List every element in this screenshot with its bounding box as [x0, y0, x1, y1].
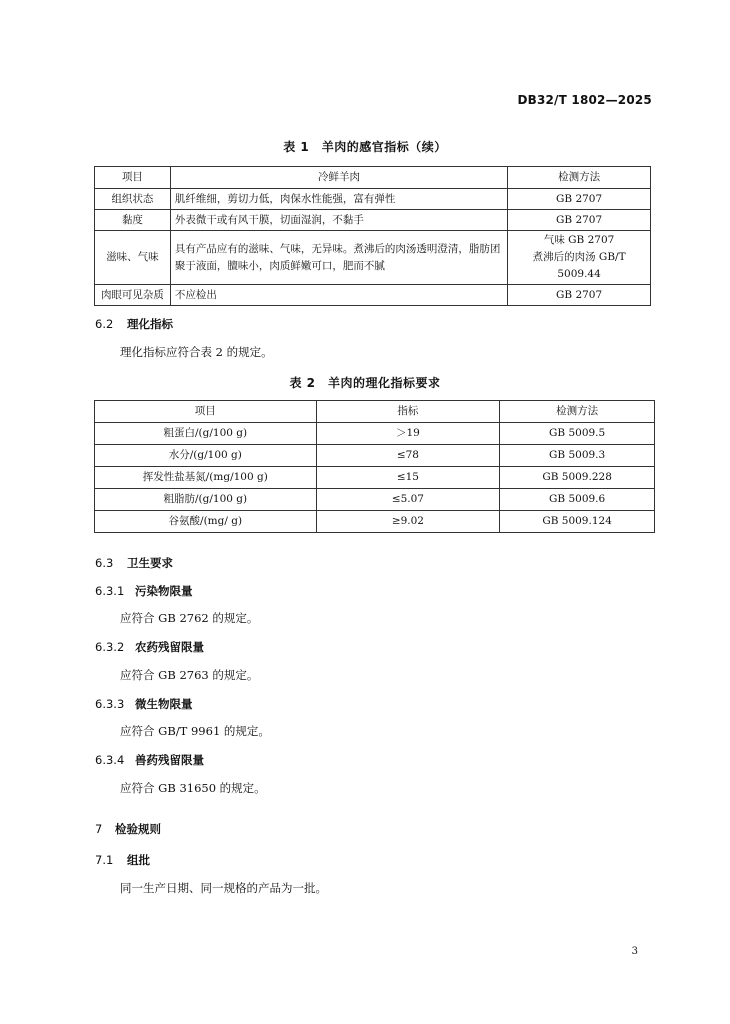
table-cell-item: 谷氨酸/(mg/ g)	[95, 511, 317, 533]
section-title: 微生物限量	[135, 697, 193, 711]
table-cell-value: ＞19	[316, 423, 500, 445]
section-number: 6.3	[95, 556, 114, 570]
section-title: 污染物限量	[135, 584, 193, 598]
table-cell-value: ≥9.02	[316, 511, 500, 533]
section-title: 兽药残留限量	[135, 753, 205, 767]
table-row	[95, 210, 651, 231]
section-heading-6-3-1	[95, 583, 193, 599]
table-cell-desc: 不应检出	[170, 285, 507, 306]
table-header-row	[95, 167, 651, 189]
table-row	[95, 285, 651, 306]
section-number: 7	[95, 822, 103, 836]
table-row	[95, 189, 651, 210]
section-number: 6.3.2	[95, 640, 125, 654]
table-cell-method: GB 5009.5	[500, 423, 655, 445]
paragraph: 同一生产日期、同一规格的产品为一批。	[120, 881, 327, 895]
table-cell-method	[508, 231, 651, 285]
paragraph: 应符合 GB 2763 的规定。	[120, 668, 259, 682]
standard-code: DB32/T 1802—2025	[517, 93, 652, 107]
column-header: 项目	[95, 167, 171, 189]
column-header: 检测方法	[500, 401, 655, 423]
paragraph: 应符合 GB/T 9961 的规定。	[120, 724, 270, 738]
table-cell-item: 挥发性盐基氮/(mg/100 g)	[95, 467, 317, 489]
sensory-indicator-table	[94, 166, 651, 306]
column-header: 项目	[95, 401, 317, 423]
table-cell-method: GB 2707	[508, 210, 651, 231]
table-cell-method: GB 5009.3	[500, 445, 655, 467]
table-cell-method: GB 5009.6	[500, 489, 655, 511]
table-cell-desc: 肌纤维细，剪切力低，肉保水性能强，富有弹性	[170, 189, 507, 210]
column-header: 检测方法	[508, 167, 651, 189]
method-line: 气味 GB 2707	[543, 234, 615, 246]
page-number: 3	[631, 946, 638, 957]
table-row	[95, 467, 655, 489]
table-cell-method: GB 2707	[508, 189, 651, 210]
table-cell-desc: 外表微干或有风干膜，切面湿润，不黏手	[170, 210, 507, 231]
paragraph: 理化指标应符合表 2 的规定。	[120, 345, 273, 359]
table-cell-method: GB 2707	[508, 285, 651, 306]
section-heading-7	[95, 821, 161, 837]
table-cell-method: GB 5009.228	[500, 467, 655, 489]
table-cell-item: 粗脂肪/(g/100 g)	[95, 489, 317, 511]
section-heading-6-3-2	[95, 639, 204, 655]
section-title: 组批	[127, 853, 151, 867]
section-number: 6.3.4	[95, 753, 125, 767]
table1-title: 表 1 羊肉的感官指标（续）	[283, 140, 447, 154]
table-row	[95, 231, 651, 285]
table-header-row	[95, 401, 655, 423]
section-number: 6.3.3	[95, 697, 125, 711]
table-cell-method: GB 5009.124	[500, 511, 655, 533]
section-heading-7-1	[95, 852, 150, 868]
section-heading-6-2	[95, 316, 173, 332]
section-number: 6.3.1	[95, 584, 125, 598]
physicochemical-indicator-table	[94, 400, 655, 533]
table-cell-value: ≤5.07	[316, 489, 500, 511]
table-row	[95, 423, 655, 445]
table-cell-item: 粗蛋白/(g/100 g)	[95, 423, 317, 445]
column-header: 冷鲜羊肉	[170, 167, 507, 189]
table-cell-item: 黏度	[95, 210, 171, 231]
section-heading-6-3-4	[95, 752, 204, 768]
column-header: 指标	[316, 401, 500, 423]
table-cell-item: 组织状态	[95, 189, 171, 210]
section-title: 卫生要求	[127, 556, 174, 570]
section-number: 6.2	[95, 317, 114, 331]
method-line: 煮沸后的肉汤 GB/T 5009.44	[532, 251, 626, 280]
section-title: 农药残留限量	[135, 640, 205, 654]
table-cell-value: ≤15	[316, 467, 500, 489]
section-heading-6-3-3	[95, 696, 193, 712]
table-row	[95, 445, 655, 467]
section-heading-6-3	[95, 555, 173, 571]
table-cell-item: 滋味、气味	[95, 231, 171, 285]
table-cell-item: 肉眼可见杂质	[95, 285, 171, 306]
table-cell-value: ≤78	[316, 445, 500, 467]
paragraph: 应符合 GB 2762 的规定。	[120, 611, 259, 625]
table-row	[95, 489, 655, 511]
table-cell-item: 水分/(g/100 g)	[95, 445, 317, 467]
table-cell-desc: 具有产品应有的滋味、气味，无异味。煮沸后的肉汤透明澄清，脂肪团聚于液面，膻味小，肉质鲜嫩可口，肥而不腻	[170, 231, 507, 285]
paragraph: 应符合 GB 31650 的规定。	[120, 781, 266, 795]
section-title: 检验规则	[115, 822, 162, 836]
table2-title: 表 2 羊肉的理化指标要求	[289, 376, 441, 390]
table-row	[95, 511, 655, 533]
section-number: 7.1	[95, 853, 114, 867]
section-title: 理化指标	[127, 317, 174, 331]
